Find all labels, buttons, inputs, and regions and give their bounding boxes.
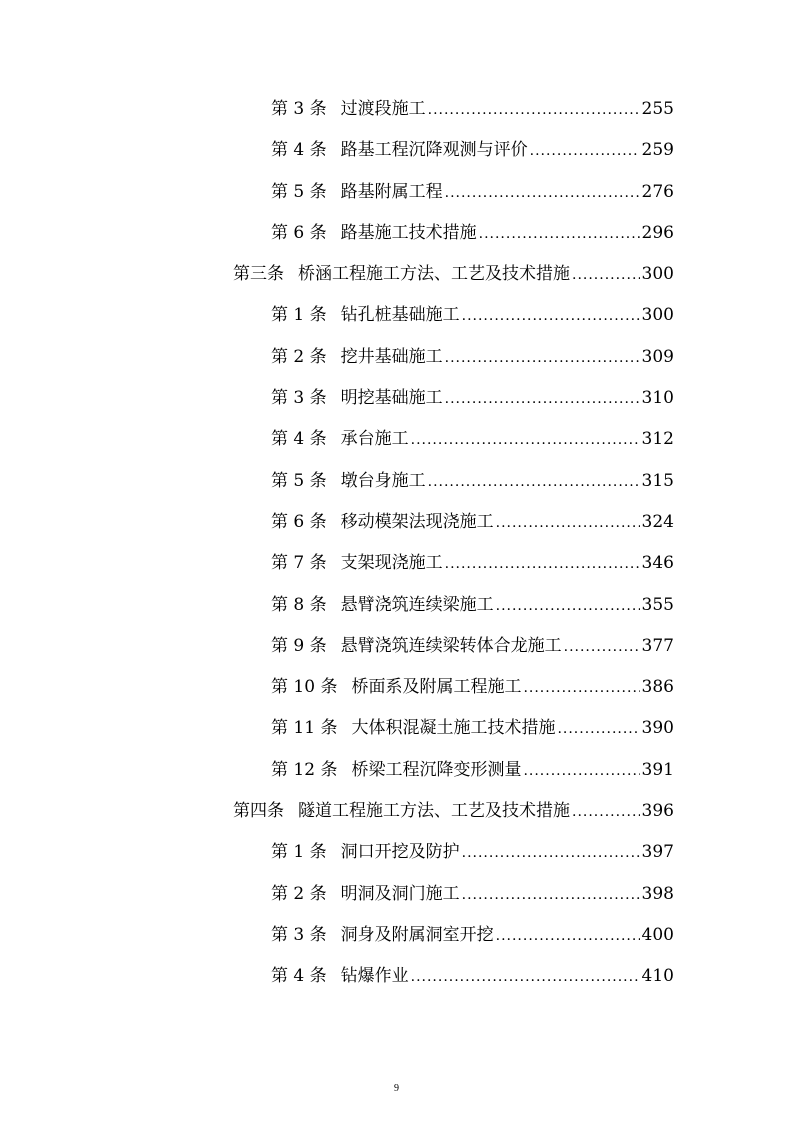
toc-entry-page: 398 xyxy=(641,883,674,904)
toc-entry-page: 309 xyxy=(641,346,674,367)
toc-entry-number: 第 4 条 xyxy=(271,140,327,161)
toc-entry-number: 第 6 条 xyxy=(271,511,327,532)
toc-section-entry[interactable] xyxy=(0,791,793,832)
toc-entry-number: 第 3 条 xyxy=(271,924,327,945)
toc-entry-page: 346 xyxy=(641,553,674,574)
toc-dot-leader xyxy=(428,90,640,131)
toc-dot-leader xyxy=(445,544,640,585)
toc-entry-page: 377 xyxy=(641,635,674,656)
toc-entry-title: 悬臂浇筑连续梁施工 xyxy=(340,594,494,615)
toc-entry[interactable] xyxy=(0,461,793,502)
toc-entry[interactable] xyxy=(0,213,793,254)
toc-entry-title: 墩台身施工 xyxy=(340,470,426,491)
toc-entry-number: 第 4 条 xyxy=(271,429,327,450)
toc-dot-leader xyxy=(428,462,640,503)
toc-entry-number: 第 12 条 xyxy=(271,759,338,780)
toc-entry-page: 255 xyxy=(641,99,674,119)
toc-dot-leader xyxy=(496,586,640,627)
toc-entry-page: 355 xyxy=(641,594,674,615)
toc-entry-title: 路基施工技术措施 xyxy=(340,222,477,243)
toc-entry-title: 桥面系及附属工程施工 xyxy=(351,677,522,698)
toc-entry-number: 第 8 条 xyxy=(271,594,327,615)
toc-dot-leader xyxy=(564,627,640,668)
toc-entry[interactable] xyxy=(0,172,793,213)
toc-entry[interactable] xyxy=(0,832,793,873)
toc-dot-leader xyxy=(411,420,640,461)
toc-entry-number: 第 11 条 xyxy=(271,718,338,739)
toc-entry-title: 洞口开挖及防护 xyxy=(340,842,460,863)
toc-entry-title: 钻爆作业 xyxy=(340,966,409,987)
toc-entry-title: 支架现浇施工 xyxy=(340,553,443,574)
toc-entry[interactable] xyxy=(0,337,793,378)
toc-entry-page: 300 xyxy=(641,305,674,326)
toc-entry-page: 390 xyxy=(641,718,674,739)
toc-entry-page: 312 xyxy=(641,429,674,450)
toc-entry-number: 第 3 条 xyxy=(271,388,327,409)
toc-dot-leader xyxy=(572,255,640,296)
toc-entry[interactable] xyxy=(0,750,793,791)
toc-entry-title: 明洞及洞门施工 xyxy=(340,883,460,904)
toc-entry-title: 过渡段施工 xyxy=(340,99,426,119)
toc-section-entry[interactable] xyxy=(0,254,793,295)
toc-entry-page: 315 xyxy=(641,470,674,491)
toc-entry-number: 第 2 条 xyxy=(271,883,327,904)
toc-entry-title: 桥梁工程沉降变形测量 xyxy=(351,759,522,780)
toc-entry[interactable] xyxy=(0,295,793,336)
toc-entry-title: 挖井基础施工 xyxy=(340,346,443,367)
toc-dot-leader xyxy=(462,875,640,916)
toc-entry-page: 397 xyxy=(641,842,674,863)
toc-entry[interactable] xyxy=(0,708,793,749)
toc-dot-leader xyxy=(462,833,640,874)
toc-entry-page: 324 xyxy=(641,511,674,532)
toc-entry[interactable] xyxy=(0,378,793,419)
toc-dot-leader xyxy=(462,296,640,337)
toc-entry-title: 承台施工 xyxy=(340,429,409,450)
toc-entry-page: 396 xyxy=(641,801,674,822)
toc-entry-number: 第 4 条 xyxy=(271,966,327,987)
toc-dot-leader xyxy=(411,957,640,998)
toc-entry-page: 296 xyxy=(641,222,674,243)
toc-dot-leader xyxy=(496,503,640,544)
toc-entry-title: 桥涵工程施工方法、工艺及技术措施 xyxy=(298,264,570,285)
toc-dot-leader xyxy=(496,916,640,957)
toc-entry-number: 第 1 条 xyxy=(271,842,327,863)
toc-entry[interactable] xyxy=(0,626,793,667)
toc-dot-leader xyxy=(523,668,639,709)
toc-dot-leader xyxy=(523,751,639,792)
toc-entry-page: 391 xyxy=(641,759,674,780)
page-number: 9 xyxy=(394,1083,399,1094)
toc-entry-number: 第三条 xyxy=(233,264,284,285)
toc-entry[interactable] xyxy=(0,130,793,171)
toc-entry-number: 第 10 条 xyxy=(271,677,338,698)
toc-dot-leader xyxy=(445,379,640,420)
toc-entry-number: 第 5 条 xyxy=(271,181,327,202)
toc-entry-page: 300 xyxy=(641,264,674,285)
toc-entry[interactable] xyxy=(0,585,793,626)
toc-dot-leader xyxy=(557,709,639,750)
toc-entry-title: 路基工程沉降观测与评价 xyxy=(340,140,528,161)
toc-entry-title: 隧道工程施工方法、工艺及技术措施 xyxy=(298,801,570,822)
toc-entry-number: 第 2 条 xyxy=(271,346,327,367)
toc-entry-number: 第 7 条 xyxy=(271,553,327,574)
toc-entry[interactable] xyxy=(0,89,793,130)
toc-dot-leader xyxy=(572,792,640,833)
toc-entry-number: 第 1 条 xyxy=(271,305,327,326)
toc-entry-page: 310 xyxy=(641,388,674,409)
toc-entry-title: 移动模架法现浇施工 xyxy=(340,511,494,532)
toc-entry-title: 钻孔桩基础施工 xyxy=(340,305,460,326)
toc-entry-title: 路基附属工程 xyxy=(340,181,443,202)
toc-entry-number: 第四条 xyxy=(233,801,284,822)
toc-entry[interactable] xyxy=(0,502,793,543)
toc-entry-number: 第 5 条 xyxy=(271,470,327,491)
toc-entry-page: 276 xyxy=(641,181,674,202)
toc-entry-number: 第 9 条 xyxy=(271,635,327,656)
toc-entry-number: 第 6 条 xyxy=(271,222,327,243)
toc-entry-title: 大体积混凝土施工技术措施 xyxy=(351,718,556,739)
toc-dot-leader xyxy=(445,173,640,214)
toc-entry-title: 明挖基础施工 xyxy=(340,388,443,409)
toc-entry-number: 第 3 条 xyxy=(271,99,327,119)
toc-entry[interactable] xyxy=(0,543,793,584)
toc-entry[interactable] xyxy=(0,419,793,460)
toc-entry-page: 386 xyxy=(641,677,674,698)
toc-entry-title: 悬臂浇筑连续梁转体合龙施工 xyxy=(340,635,562,656)
toc-dot-leader xyxy=(479,214,640,255)
toc-entry[interactable] xyxy=(0,667,793,708)
toc-entry-page: 259 xyxy=(641,140,674,161)
table-of-contents xyxy=(0,89,793,998)
toc-entry-page: 410 xyxy=(641,966,674,987)
toc-entry[interactable] xyxy=(0,915,793,956)
toc-dot-leader xyxy=(530,131,640,172)
toc-entry[interactable] xyxy=(0,956,793,997)
toc-dot-leader xyxy=(445,338,640,379)
toc-entry-title: 洞身及附属洞室开挖 xyxy=(340,924,494,945)
toc-entry-page: 400 xyxy=(641,924,674,945)
toc-entry[interactable] xyxy=(0,874,793,915)
